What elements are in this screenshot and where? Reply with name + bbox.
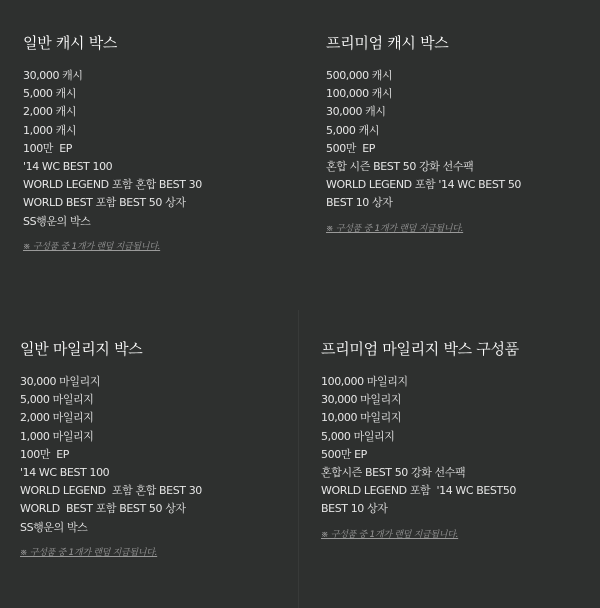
list-item: 5,000 마일리지	[20, 393, 94, 407]
list-item: BEST 10 상자	[321, 502, 388, 516]
list-item: 100만 EP	[23, 141, 72, 155]
list-item: 2,000 마일리지	[20, 411, 94, 425]
item-list	[23, 67, 293, 231]
list-item: 100,000 캐시	[326, 87, 393, 101]
list-item: 5,000 캐시	[23, 87, 77, 101]
list-item: WORLD BEST 포함 BEST 50 상자	[23, 196, 186, 210]
list-item: 500만 EP	[326, 141, 375, 155]
random-note: ※ 구성품 중 1개가 랜덤 지급됩니다.	[321, 529, 459, 540]
item-list	[321, 373, 591, 519]
list-item: '14 WC BEST 100	[23, 160, 113, 174]
list-item: 1,000 마일리지	[20, 429, 94, 443]
box-title: 일반 마일리지 박스	[20, 340, 143, 358]
list-item: 혼합시즌 BEST 50 강화 선수팩	[321, 466, 466, 480]
list-item: 5,000 마일리지	[321, 429, 395, 443]
list-item: 100만 EP	[20, 447, 69, 461]
list-item: 5,000 캐시	[326, 123, 380, 137]
box-title: 프리미엄 마일리지 박스 구성품	[321, 340, 519, 358]
list-item: 500,000 캐시	[326, 69, 393, 82]
list-item: 30,000 마일리지	[20, 375, 101, 388]
list-item: 500만 EP	[321, 447, 367, 461]
normal-mileage-box	[20, 338, 290, 560]
random-note: ※ 구성품 중 1개가 랜덤 지급됩니다.	[326, 223, 464, 234]
list-item: SS행운의 박스	[20, 520, 88, 534]
list-item: WORLD BEST 포함 BEST 50 상자	[20, 502, 186, 516]
list-item: 30,000 캐시	[326, 105, 386, 119]
list-item: SS행운의 박스	[23, 214, 91, 228]
list-item: WORLD LEGEND 포함 '14 WC BEST 50	[326, 178, 522, 192]
list-item: '14 WC BEST 100	[20, 466, 110, 480]
item-list	[20, 373, 290, 537]
list-item: 30,000 캐시	[23, 69, 83, 82]
normal-cash-box	[23, 32, 293, 254]
premium-mileage-box	[321, 338, 591, 542]
list-item: 100,000 마일리지	[321, 375, 408, 388]
list-item: BEST 10 상자	[326, 196, 393, 210]
box-title: 프리미엄 캐시 박스	[326, 34, 449, 52]
list-item: 10,000 마일리지	[321, 411, 402, 425]
premium-cash-box	[326, 32, 596, 236]
list-item: 2,000 캐시	[23, 105, 77, 119]
list-item: 혼합 시즌 BEST 50 강화 선수팩	[326, 160, 474, 174]
list-item: 30,000 마일리지	[321, 393, 402, 407]
list-item: WORLD LEGEND 포함 혼합 BEST 30	[20, 484, 202, 498]
item-list	[326, 67, 596, 213]
list-item: WORLD LEGEND 포함 혼합 BEST 30	[23, 178, 202, 192]
list-item: WORLD LEGEND 포함 '14 WC BEST50	[321, 484, 517, 498]
random-note: ※ 구성품 중 1개가 랜덤 지급됩니다.	[20, 547, 158, 558]
box-title: 일반 캐시 박스	[23, 34, 118, 52]
divider	[298, 310, 299, 608]
random-note: ※ 구성품 중 1개가 랜덤 지급됩니다.	[23, 241, 161, 252]
list-item: 1,000 캐시	[23, 123, 77, 137]
